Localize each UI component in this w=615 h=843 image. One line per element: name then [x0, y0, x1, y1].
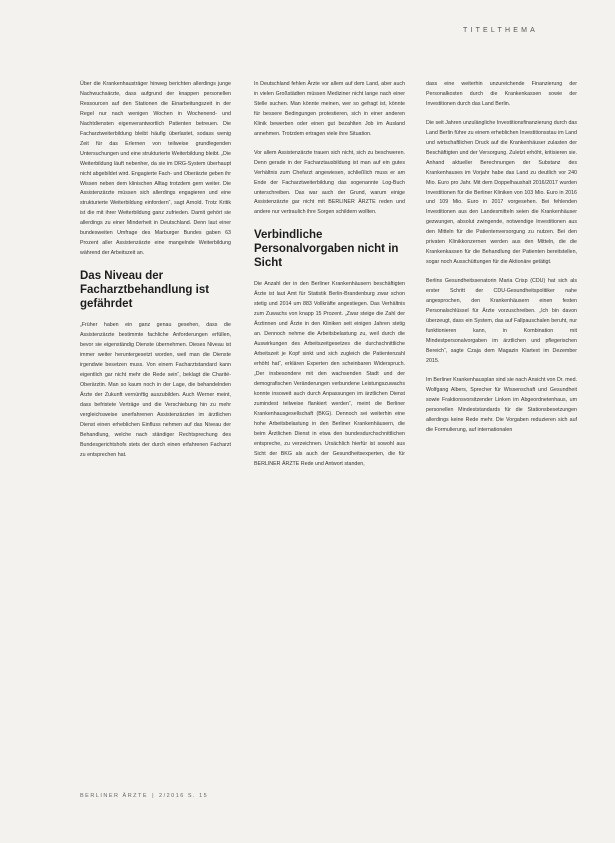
- paragraph: Die seit Jahren unzulängliche Investitionsfinanzierung durch das Land Berlin führe zu einem erheblichen Investitionsstau im Land und wirtschaftlichen Druck auf die Krankenhäuser zulasten der Beschäftigten und der Versorgung. Zuletzt erhöht, kritisieren sie. Anhand aktueller Berechnungen der Substanz des Krankenhauses im Vorjahr habe das Land zu deutlich vor 240 Mio. Euro pro Jahr. Mit dem Doppelhaushalt 2016/2017 wurden Investitionen für die Berliner Kliniken von 103 Mio. Euro in 2016 und 109 Mio. Euro in 2017 vorgesehen. Bei fehlenden Investitionen aus den Landesmitteln seien die Krankenhäuser gezwungen, absolut zwingende, notwendige Investitionen aus den Mitteln für die Patientenversorgung zu nutzen. Bei den privaten Klinikkonzernen werden aus den Mitteln, die die Krankenkassen für die Behandlung der Patienten bereitstellen, sogar noch Ausschüttungen für die Aktionäre getätigt.: [426, 119, 577, 266]
- paragraph: Über die Krankenhausträger hinweg berichten allerdings junge Nachwuchsärzte, dass aufgrund der knappen personellen Ressourcen auf den Stationen die Einarbeitungszeit in der Regel nur nach wenigen Wochen in Wochenend- und Nachtdiensten eigenverantwortlich Patienten betreuen. Die Facharztweiterbildung bleibt häufig überlastet, sodass wenig Zeit für das Erlernen von teilweise grundlegenden Untersuchungen und eine strukturierte Weiterbildung bleibt. „Die Weiterbildung läuft nebenher, da sie im DRG-System überhaupt nicht abgebildet wird. Engagierte Fach- und Oberärzte geben ihr Wissen neben dem klinischen Alltag trotzdem gern weiter. Die Assistenzärzte müssen sich allerdings engagieren und eine strukturierte Weiterbildung einfordern“, sagt Arnold. Trotz Kritik ist die mit ihrer Weiterbildung ganz zufrieden. Damit gehört sie allerdings zu einer Minderheit in Deutschland. Denn laut einer bundesweiten Umfrage des Marburger Bundes gaben 63 Prozent aller Assistenzärzte eine mangelnde Weiterbildung während der Arbeitszeit an.: [80, 81, 231, 257]
- paragraph: Die Anzahl der in den Berliner Krankenhäusern beschäftigten Ärzte ist laut Amt für Statistik Berlin-Brandenburg zwar schon stetig und 2014 um 883 Vollkräfte angestiegen. Das Verhältnis zum Zuwachs von knapp 15 Prozent. „Zwar steige die Zahl der Ärztinnen und Ärzte in den Kliniken seit einigen Jahren stetig an. Dennoch nehme die Arbeitsbelastung zu, weil durch die Auswirkungen des Arbeitszeitgesetzes die durchschnittliche Arbeitszeit je Kopf sinkt und sich zugleich die Patientenzahl erhöht hat“, erklären Experten den scheinbaren Widerspruch. „Der insbesondere mit den wachsenden Stadt und der demografischen Veränderungen verbundene Leistungszuwachs konnte insoweit auch durch Anpassungen im ärztlichen Dienst zumindest teilweise flankiert werden“, meint die Berliner Krankenhausgesellschaft (BKG). Dennoch sei weiterhin eine hohe Arbeitsbelastung in den Berliner Krankenhäusern, die beim Ärztlichen Dienst in etwa den bundesdurchschnittlichen entspreche, zu verzeichnen. Ursächlich hierfür ist sowohl aus Sicht der BKG als auch der Gesundheitsexperten, die für BERLINER ÄRZTE Rede und Antwort standen,: [254, 281, 405, 467]
- article-column-2: [254, 80, 405, 479]
- paragraph: „Früher haben ein ganz genau gesehen, dass die Assistenzärzte bestimmte fachliche Anforderungen erfüllen, bevor sie eigenständig Dienste übernehmen. Dieses Niveau ist immer weiter heruntergesetzt worden, weil man die Dienste irgendwie besetzen muss. Von einem Facharztstandard kann eigentlich gar nicht mehr die Rede sein“, beklagt die Charité-Oberärztin. Man so kaum noch in der Lage, die behandelnden Ärzte der Zukunft vernünftig auszubilden. Auch Werner meint, dass befristete Verträge und die Verschiebung hin zu mehr vergleichsweise unerfahrenen Assistenzärzten im ärztlichen Dienst einen erheblichen Einfluss nehmen auf das Niveau der Behandlung, welche nach ständiger Rechtsprechung des Bundesgerichtshofs stets der durch einen erfahrenen Facharzt zu entsprechen hat.: [80, 322, 231, 458]
- paragraph: dass eine weiterhin unzureichende Finanzierung der Personalkosten durch die Krankenkassen sowie der Investitionen durch das Land Berlin.: [426, 81, 577, 107]
- subheading: Das Niveau der Facharztbehandlung ist gefährdet: [80, 270, 210, 311]
- article-column-1: [80, 80, 231, 470]
- page-footer: [80, 793, 208, 799]
- magazine-name: BERLINER ÄRZTE: [80, 793, 149, 799]
- paragraph: Im Berliner Krankenhausplan sind sie nach Ansicht von Dr. med. Wolfgang Albers, Sprecher für Wissenschaft und Gesundheit sowie Fraktionsvorsitzender Linken im Abgeordnetenhaus, um personellen Mindeststandards für die Stationsbesetzungen allerdings keine Rede mehr. Die Vorgaben reduzieren sich auf die Formulierung, auf internationalen: [426, 376, 577, 433]
- subheading: Verbindliche Personalvorgaben nicht in Sicht: [254, 229, 399, 270]
- footer-separator: |: [152, 793, 156, 799]
- paragraph: In Deutschland fehlen Ärzte vor allem auf dem Land, aber auch in vielen Großstädten müssen Mediziner nicht lange nach einer Stelle suchen. Man könnte meinen, wer so gefragt ist, könnte für bessere Bedingungen protestieren, sich in einer anderen Klinik bewerben oder einen gut bezahlten Job im Ausland annehmen. Trotzdem ertragen viele ihre Situation.: [254, 81, 405, 137]
- section-title: TITELTHEMA: [462, 27, 538, 34]
- paragraph: Vor allem Assistenzärzte trauen sich nicht, sich zu beschweren. Denn gerade in der Facharztausbildung ist man auf ein gutes Verhältnis zum Chefarzt angewiesen, schließlich muss er am Ende der Facharztweiterbildung das sogenannte Log-Buch unterschreiben. Das war auch der Grund, warum einige Assistenzärzte gar nicht mit BERLINER ÄRZTE reden und andere nur vertraulich ihre Sorgen schildern wollten.: [254, 149, 405, 216]
- issue-info: 2/2016 S. 15: [159, 793, 209, 799]
- paragraph: Berlins Gesundheitssenatorin Maria Crisp (CDU) hat sich als erster Schritt der CDU-Gesundheitspolitiker nahe angesprochen, den Krankenhäusern einen festen Personalschlüssel für Ärzte vorzuschreiben. „Ich bin davon überzeugt, dass ein System, das auf Fallpauschalen beruht, nur funktionieren kann, in Kombination mit Mindestpersonalvorgaben im ärztlichen und pflegerischen Bereich“, sagte Czaja dem Magazin Klartext im Dezember 2015.: [426, 278, 577, 364]
- article-column-3: [426, 80, 577, 444]
